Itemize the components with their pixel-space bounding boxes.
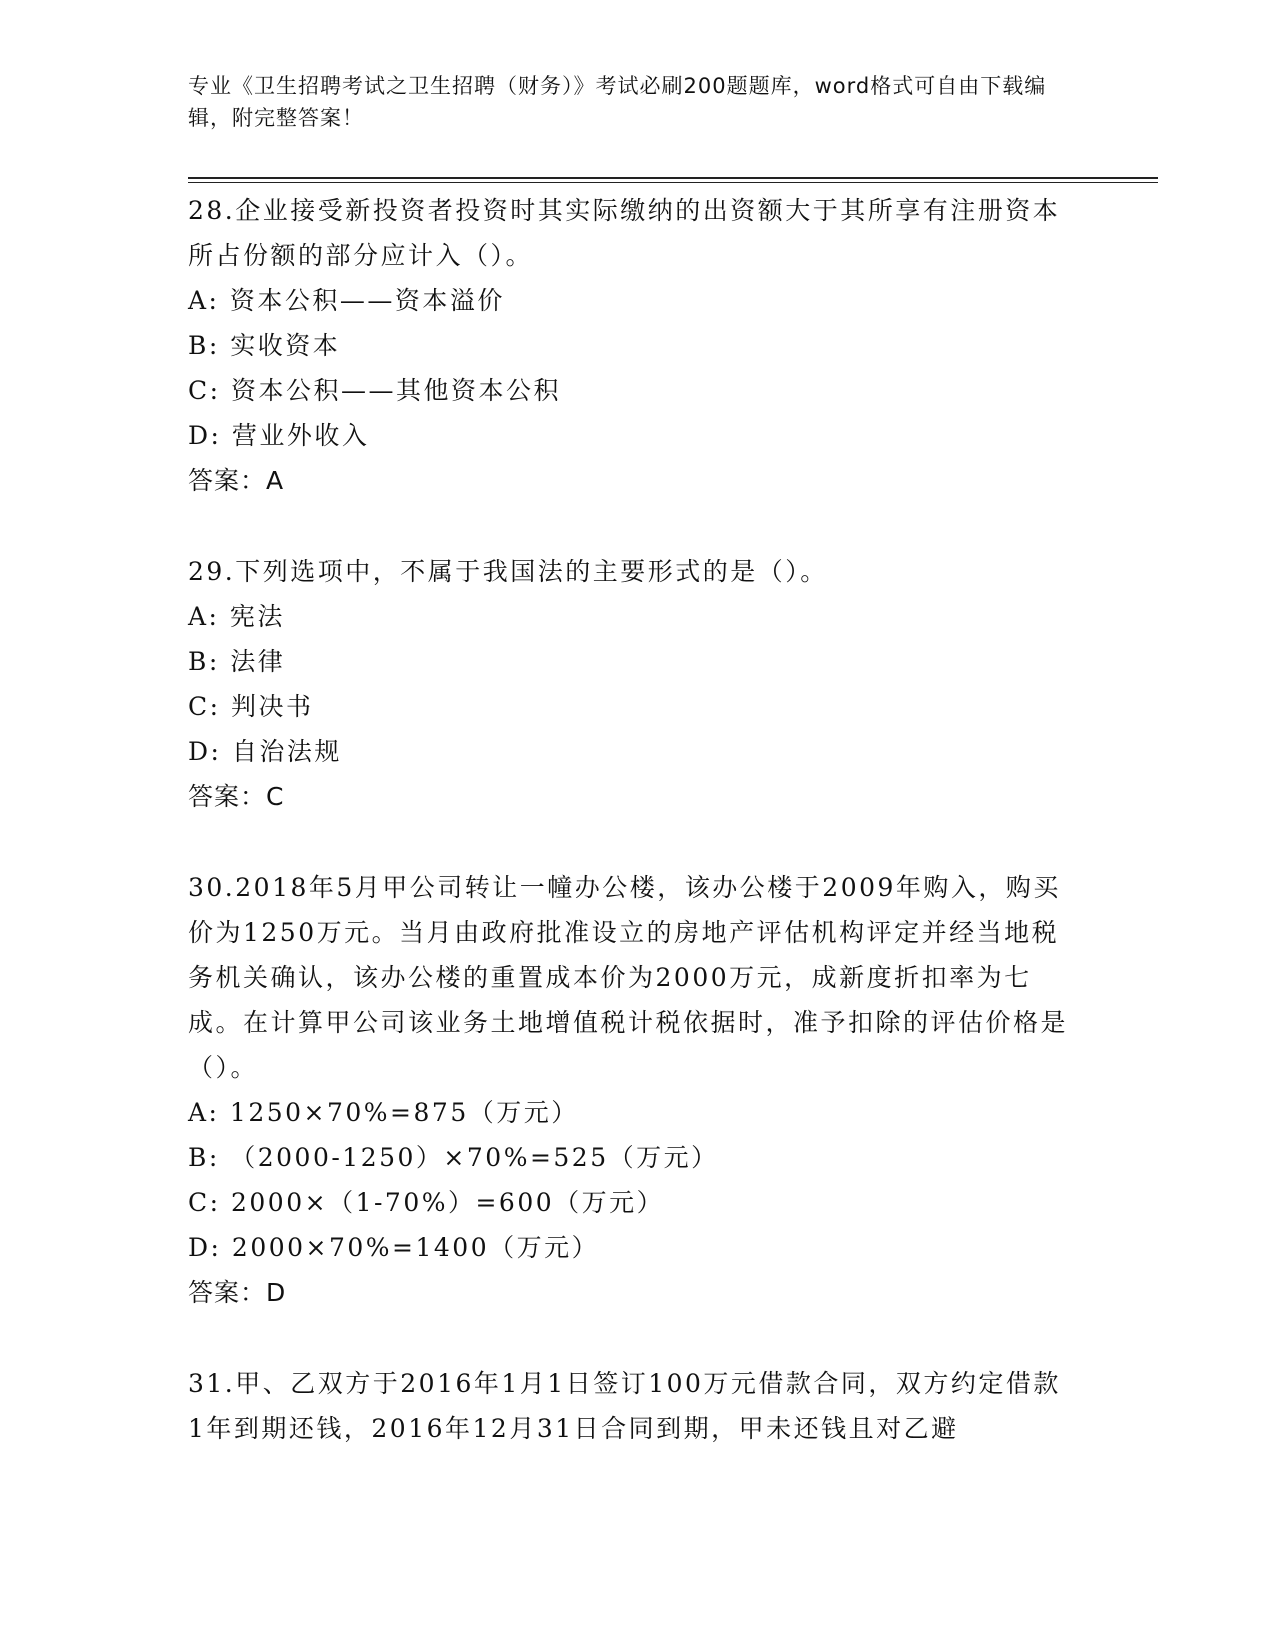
question-stem: 31.甲、乙双方于2016年1月1日签订100万元借款合同，双方约定借款1年到期还钱，2016年12月31日合同到期，甲未还钱且对乙避 — [188, 1369, 1061, 1443]
question-stem: 30.2018年5月甲公司转让一幢办公楼，该办公楼于2009年购入，购买价为1250万元。当月由政府批准设立的房地产评估机构评定并经当地税务机关确认，该办公楼的重置成本价为2000万元，成新度折扣率为七成。在计算甲公司该业务土地增值税计税依据时，准予扣除的评估价格是（）。 — [188, 873, 1069, 1082]
option-b: B: （2000-1250）×70%=525（万元） — [188, 1143, 719, 1172]
answer: 答案：C — [188, 782, 285, 811]
question-list — [188, 188, 1088, 1497]
question-28 — [188, 188, 1088, 503]
option-c: C: 2000×（1-70%）=600（万元） — [188, 1188, 665, 1217]
option-a: A: 宪法 — [188, 602, 285, 631]
option-d: D: 营业外收入 — [188, 421, 370, 450]
option-b: B: 实收资本 — [188, 331, 341, 360]
question-stem: 28.企业接受新投资者投资时其实际缴纳的出资额大于其所享有注册资本所占份额的部分应计入（）。 — [188, 196, 1061, 270]
answer: 答案：A — [188, 466, 285, 495]
question-31 — [188, 1361, 1088, 1451]
option-d: D: 自治法规 — [188, 737, 342, 766]
option-a: A: 资本公积——资本溢价 — [188, 286, 505, 315]
question-29 — [188, 549, 1088, 819]
option-b: B: 法律 — [188, 647, 286, 676]
document-header: 专业《卫生招聘考试之卫生招聘（财务）》考试必刷200题题库，word格式可自由下载编辑，附完整答案！ — [188, 74, 1047, 130]
option-d: D: 2000×70%=1400（万元） — [188, 1233, 600, 1262]
answer: 答案：D — [188, 1278, 287, 1307]
option-c: C: 资本公积——其他资本公积 — [188, 376, 561, 405]
question-30 — [188, 865, 1088, 1315]
option-c: C: 判决书 — [188, 692, 314, 721]
header-divider-thin — [188, 182, 1158, 183]
question-stem: 29.下列选项中，不属于我国法的主要形式的是（）。 — [188, 557, 828, 586]
header-divider-thick — [188, 177, 1158, 179]
option-a: A: 1250×70%=875（万元） — [188, 1098, 579, 1127]
